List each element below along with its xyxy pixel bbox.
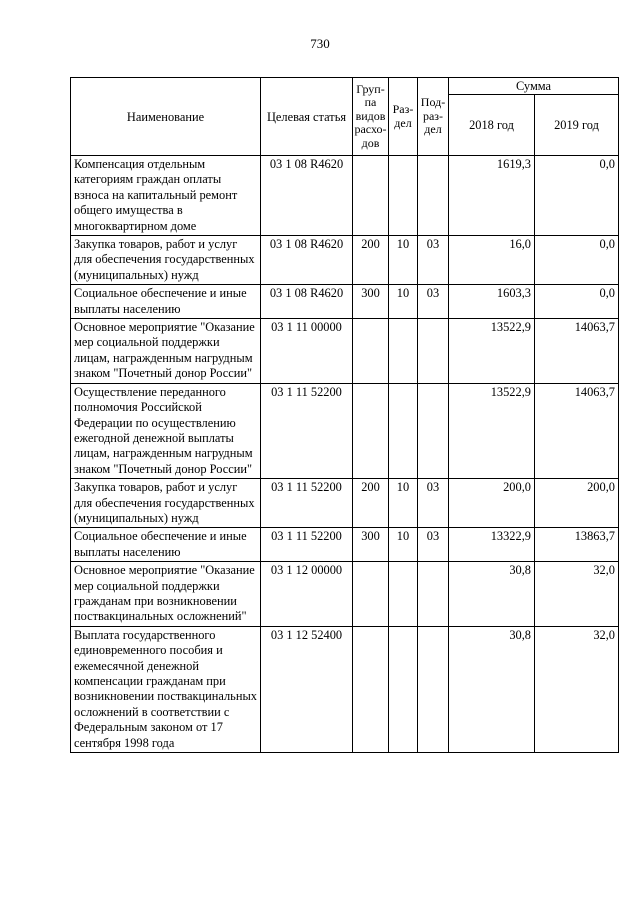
row-target-code: 03 1 11 52200 [261, 479, 353, 528]
row-sum-2018: 30,8 [449, 626, 535, 752]
row-target-code: 03 1 12 52400 [261, 626, 353, 752]
page-number: 730 [310, 36, 330, 51]
header-year-2018: 2018 год [449, 95, 535, 156]
row-name: Компенсация отдельным категориям граждан оплаты взноса на капитальный ремонт общего имущества в многоквартирном доме [71, 156, 261, 236]
row-subsection: 03 [418, 479, 449, 528]
row-sum-2019: 14063,7 [535, 383, 619, 478]
row-sum-2018: 13522,9 [449, 383, 535, 478]
table-body [71, 156, 619, 753]
table-row [71, 319, 619, 384]
row-name: Выплата государственного единовременного пособия и ежемесячной денежной компенсации гражданам при возникновении поствакцинальных осложнений в соответствии с Федеральным законом от 17 сентября 1998 года [71, 626, 261, 752]
table-row [71, 285, 619, 319]
header-sum: Сумма [449, 78, 619, 95]
row-group: 200 [353, 236, 389, 285]
row-target-code: 03 1 11 52200 [261, 528, 353, 562]
row-target-code: 03 1 08 R4620 [261, 156, 353, 236]
row-group [353, 383, 389, 478]
row-section: 10 [389, 285, 418, 319]
row-subsection: 03 [418, 528, 449, 562]
row-sum-2019: 0,0 [535, 285, 619, 319]
row-subsection: 03 [418, 236, 449, 285]
row-target-code: 03 1 08 R4620 [261, 285, 353, 319]
row-group [353, 156, 389, 236]
row-group [353, 626, 389, 752]
row-section: 10 [389, 528, 418, 562]
row-group: 200 [353, 479, 389, 528]
row-subsection [418, 383, 449, 478]
row-sum-2019: 13863,7 [535, 528, 619, 562]
row-subsection [418, 626, 449, 752]
row-sum-2019: 200,0 [535, 479, 619, 528]
row-section: 10 [389, 479, 418, 528]
table-row [71, 236, 619, 285]
row-name: Закупка товаров, работ и услуг для обеспечения государственных (муниципальных) нужд [71, 236, 261, 285]
header-subsection: Под-раз-дел [418, 78, 449, 156]
row-sum-2019: 14063,7 [535, 319, 619, 384]
budget-table [70, 77, 619, 753]
row-name: Основное мероприятие "Оказание мер социальной поддержки лицам, награжденным нагрудным знаком "Почетный донор России" [71, 319, 261, 384]
header-year-2019: 2019 год [535, 95, 619, 156]
row-subsection: 03 [418, 285, 449, 319]
row-target-code: 03 1 08 R4620 [261, 236, 353, 285]
row-subsection [418, 156, 449, 236]
row-sum-2018: 1619,3 [449, 156, 535, 236]
row-subsection [418, 319, 449, 384]
row-sum-2018: 30,8 [449, 562, 535, 627]
table-row [71, 626, 619, 752]
table-row [71, 562, 619, 627]
row-sum-2019: 32,0 [535, 562, 619, 627]
header-group: Груп-па видов расхо-дов [353, 78, 389, 156]
header-name: Наименование [71, 78, 261, 156]
row-group: 300 [353, 528, 389, 562]
row-sum-2018: 1603,3 [449, 285, 535, 319]
row-name: Закупка товаров, работ и услуг для обеспечения государственных (муниципальных) нужд [71, 479, 261, 528]
table-row [71, 528, 619, 562]
row-sum-2018: 13322,9 [449, 528, 535, 562]
row-sum-2018: 16,0 [449, 236, 535, 285]
row-target-code: 03 1 11 00000 [261, 319, 353, 384]
row-group [353, 562, 389, 627]
row-sum-2018: 200,0 [449, 479, 535, 528]
table-row [71, 479, 619, 528]
row-group: 300 [353, 285, 389, 319]
row-subsection [418, 562, 449, 627]
row-section [389, 156, 418, 236]
row-sum-2019: 0,0 [535, 156, 619, 236]
table-row [71, 156, 619, 236]
header-section: Раз-дел [389, 78, 418, 156]
row-target-code: 03 1 11 52200 [261, 383, 353, 478]
row-section [389, 626, 418, 752]
row-sum-2019: 0,0 [535, 236, 619, 285]
row-name: Социальное обеспечение и иные выплаты населению [71, 528, 261, 562]
row-section [389, 383, 418, 478]
row-section: 10 [389, 236, 418, 285]
row-group [353, 319, 389, 384]
row-sum-2019: 32,0 [535, 626, 619, 752]
row-target-code: 03 1 12 00000 [261, 562, 353, 627]
row-section [389, 562, 418, 627]
header-target: Целевая статья [261, 78, 353, 156]
row-section [389, 319, 418, 384]
row-sum-2018: 13522,9 [449, 319, 535, 384]
row-name: Осуществление переданного полномочия Российской Федерации по осуществлению ежегодной денежной выплаты лицам, награжденным нагрудным знаком "Почетный донор России" [71, 383, 261, 478]
row-name: Социальное обеспечение и иные выплаты населению [71, 285, 261, 319]
table-row [71, 383, 619, 478]
row-name: Основное мероприятие "Оказание мер социальной поддержки гражданам при возникновении поствакцинальных осложнений" [71, 562, 261, 627]
